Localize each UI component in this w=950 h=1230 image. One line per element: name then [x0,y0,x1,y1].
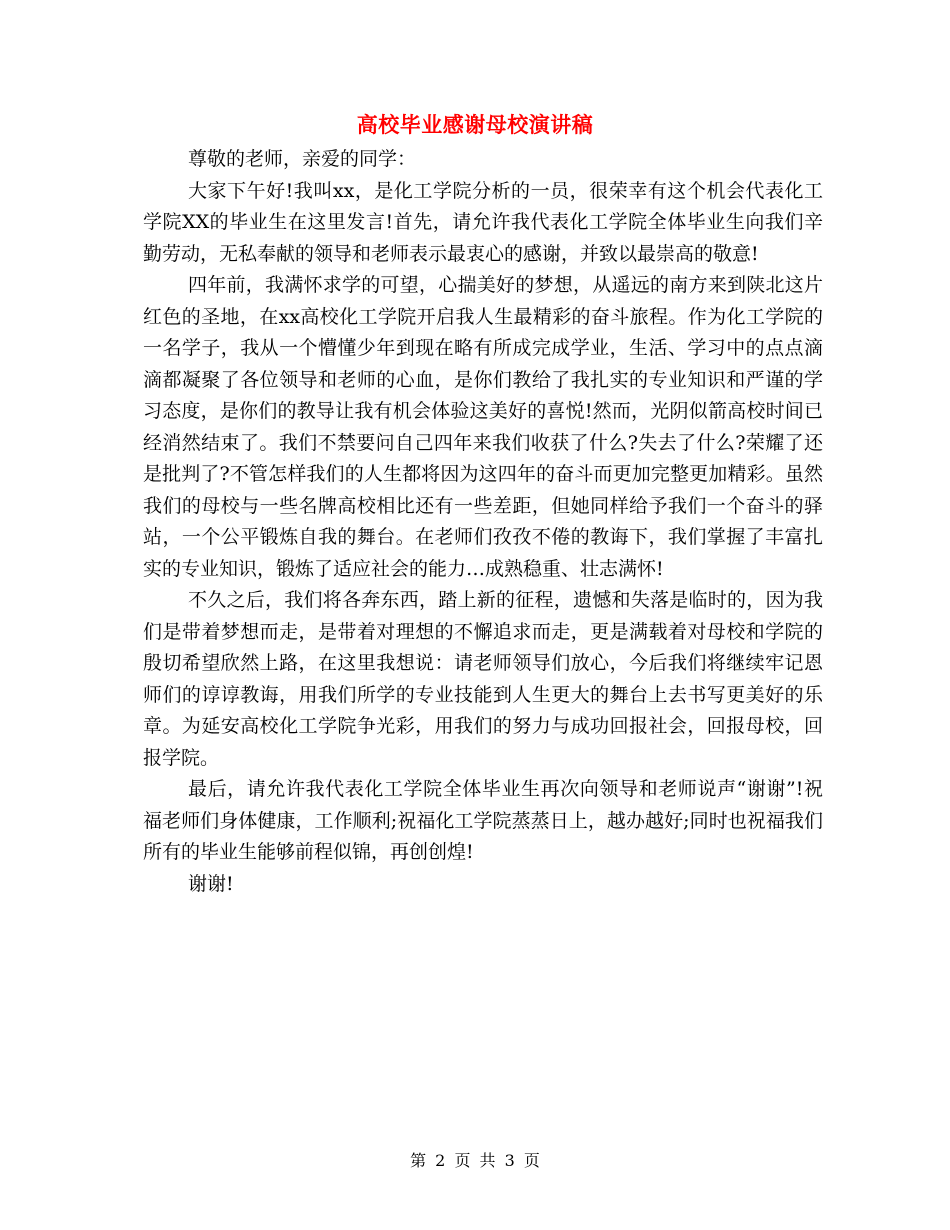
paragraph-thanks: 谢谢! [188,872,234,895]
salutation: 尊敬的老师，亲爱的同学： [188,148,417,170]
paragraph-four-years: 四年前，我满怀求学的可望，心揣美好的梦想，从遥远的南方来到陕北这片红色的圣地，在xx高校化工学院开启我人生最精彩的奋斗旅程。作为化工学院的一名学子，我从一个懵懂少年到现在略有所成完成学业，生活、学习中的点点滴滴都凝聚了各位领导和老师的心血，是你们教给了我扎实的专业知识和严谨的学习态度，是你们的教导让我有机会体验这美好的喜悦!然而，光阴似箭高校时间已经消然结束了。我们不禁要问自己四年来我们收获了什么?失去了什么?荣耀了还是批判了?不管怎样我们的人生都将因为这四年的奋斗而更加完整更加精彩。虽然我们的母校与一些名牌高校相比还有一些差距，但她同样给予我们一个奋斗的驿站，一个公平锻炼自我的舞台。在老师们孜孜不倦的教诲下，我们掌握了丰富扎实的专业知识，锻炼了适应社会的能力…成熟稳重、壮志满怀! [143,274,823,580]
page-number-footer: 第 2 页 共 3 页 [410,1151,540,1170]
paragraph-closing: 最后，请允许我代表化工学院全体毕业生再次向领导和老师说声“谢谢”!祝福老师们身体健康，工作顺利;祝福化工学院蒸蒸日上，越办越好;同时也祝福我们所有的毕业生能够前程似锦，再创创煌! [143,778,823,863]
document-title: 高校毕业感谢母校演讲稿 [356,112,594,137]
paragraph-greeting: 大家下午好!我叫xx，是化工学院分析的一员，很荣幸有这个机会代表化工学院XX的毕业生在这里发言!首先，请允许我代表化工学院全体毕业生向我们辛勤劳动，无私奉献的领导和老师表示最衷心的感谢，并致以最崇高的敬意! [143,179,823,265]
document-body [143,144,823,900]
paragraph-departure: 不久之后，我们将各奔东西，踏上新的征程，遗憾和失落是临时的，因为我们是带着梦想而走，是带着对理想的不懈追求而走，更是满载着对母校和学院的殷切希望欣然上路，在这里我想说：请老师领导们放心，今后我们将继续牢记恩师们的谆谆教诲，用我们所学的专业技能到人生更大的舞台上去书写更美好的乐章。为延安高校化工学院争光彩，用我们的努力与成功回报社会，回报母校，回报学院。 [143,589,823,769]
